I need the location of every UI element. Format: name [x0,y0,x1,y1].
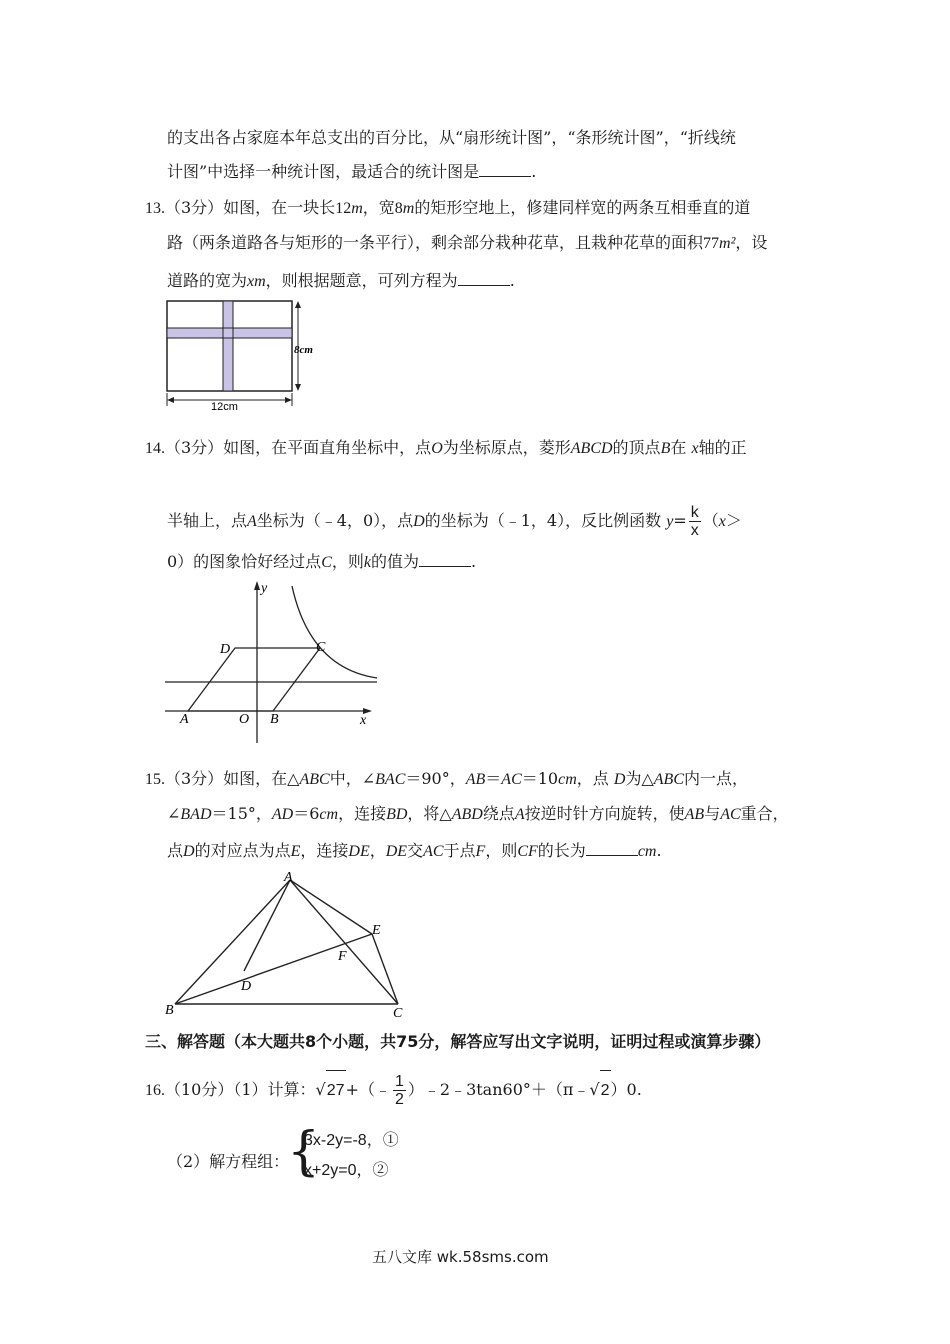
segment-ec [372,934,398,1004]
q13-line2: 路（两条道路各与矩形的一条平行），剩余部分栽种花草，且栽种花草的面积77m²，设 [167,233,768,252]
answer-blank [419,552,471,567]
q15-figure [160,868,410,1023]
label-y: y [261,581,268,596]
q15-line2: ∠BAD＝15°，AD＝6cm，连接BD，将△ABD绕点A按逆时针方向旋转，使AB与AC重合， [167,804,789,823]
label-d: D [241,979,252,994]
answer-blank [586,841,638,856]
answer-blank [479,162,531,177]
segment-ab [175,880,290,1004]
q12-line1: 的支出各占家庭本年总支出的百分比，从“扇形统计图”，“条形统计图”，“折线统 [167,128,736,147]
hyperbola-curve [292,586,377,678]
one-half-fraction: $\frac{1}{2}$ [394,1073,404,1108]
height-label: 8cm [294,344,313,356]
q12-line2: 计图”中选择一种统计图，最适合的统计图是 . [167,162,537,181]
label-f: F [338,949,347,964]
q14-line1: 14.（3分）如图，在平面直角坐标中，点O为坐标原点，菱形ABCD的顶点B在 x轴的正 [145,438,747,457]
label-c: C [393,1006,403,1021]
segment-ac [290,880,398,1004]
label-d: D [220,642,231,657]
q15-line1: 15.（3分）如图，在△ABC中，∠BAC＝90°，AB＝AC＝10cm，点 D为△ABC内一点， [145,769,748,788]
system-brace: { [287,1122,321,1182]
q15-line3: 点D的对应点为点E，连接DE，DE交AC于点F，则CF的长为 cm. [167,841,662,860]
width-label: 12cm [211,401,238,413]
q16-part1: 16.（10分）（1）计算：√27+（﹣ $\frac{1}{2}$ ）﹣2﹣3tan60°＋（π﹣√2）0. [145,1070,642,1110]
label-o: O [239,712,250,727]
q13-line3: 道路的宽为xm，则根据题意，可列方程为 . [167,271,515,290]
section-heading: 三、解答题（本大题共8个小题，共75分，解答应写出文字说明，证明过程或演算步骤） [145,1032,771,1051]
q13-line1: 13.（3分）如图，在一块长12m，宽8m的矩形空地上，修建同样宽的两条互相垂直的道 [145,198,751,217]
rhombus-abcd [188,648,320,711]
label-b: B [165,1003,174,1018]
equation-2: x+2y=0，② [304,1162,389,1179]
k-over-x-fraction: $\frac{k}{x}$ [690,504,699,539]
label-a: A [284,870,293,885]
q16-part2-label: （2）解方程组： [167,1152,290,1171]
q13-figure [160,298,330,413]
label-b: B [270,712,279,727]
q14-line2: 半轴上，点A坐标为（﹣4，0），点D的坐标为（﹣1，4），反比例函数 y= $\frac{k}{x}$ （x＞ [167,504,742,539]
q14-line3: 0）的图象恰好经过点C，则k的值为 . [167,552,477,571]
segment-ae [290,880,372,934]
footer-source: 五八文库 wk.58sms.com [372,1248,549,1266]
segment-bd-extended [175,934,372,1004]
label-x: x [360,713,367,728]
label-a: A [180,712,189,727]
label-e: E [372,923,381,938]
equation-1: 3x-2y=-8，① [304,1132,399,1149]
answer-blank [458,271,510,286]
segment-ad [244,880,290,971]
label-c: C [316,640,326,655]
q14-figure [160,578,380,748]
vertical-road [223,301,233,391]
